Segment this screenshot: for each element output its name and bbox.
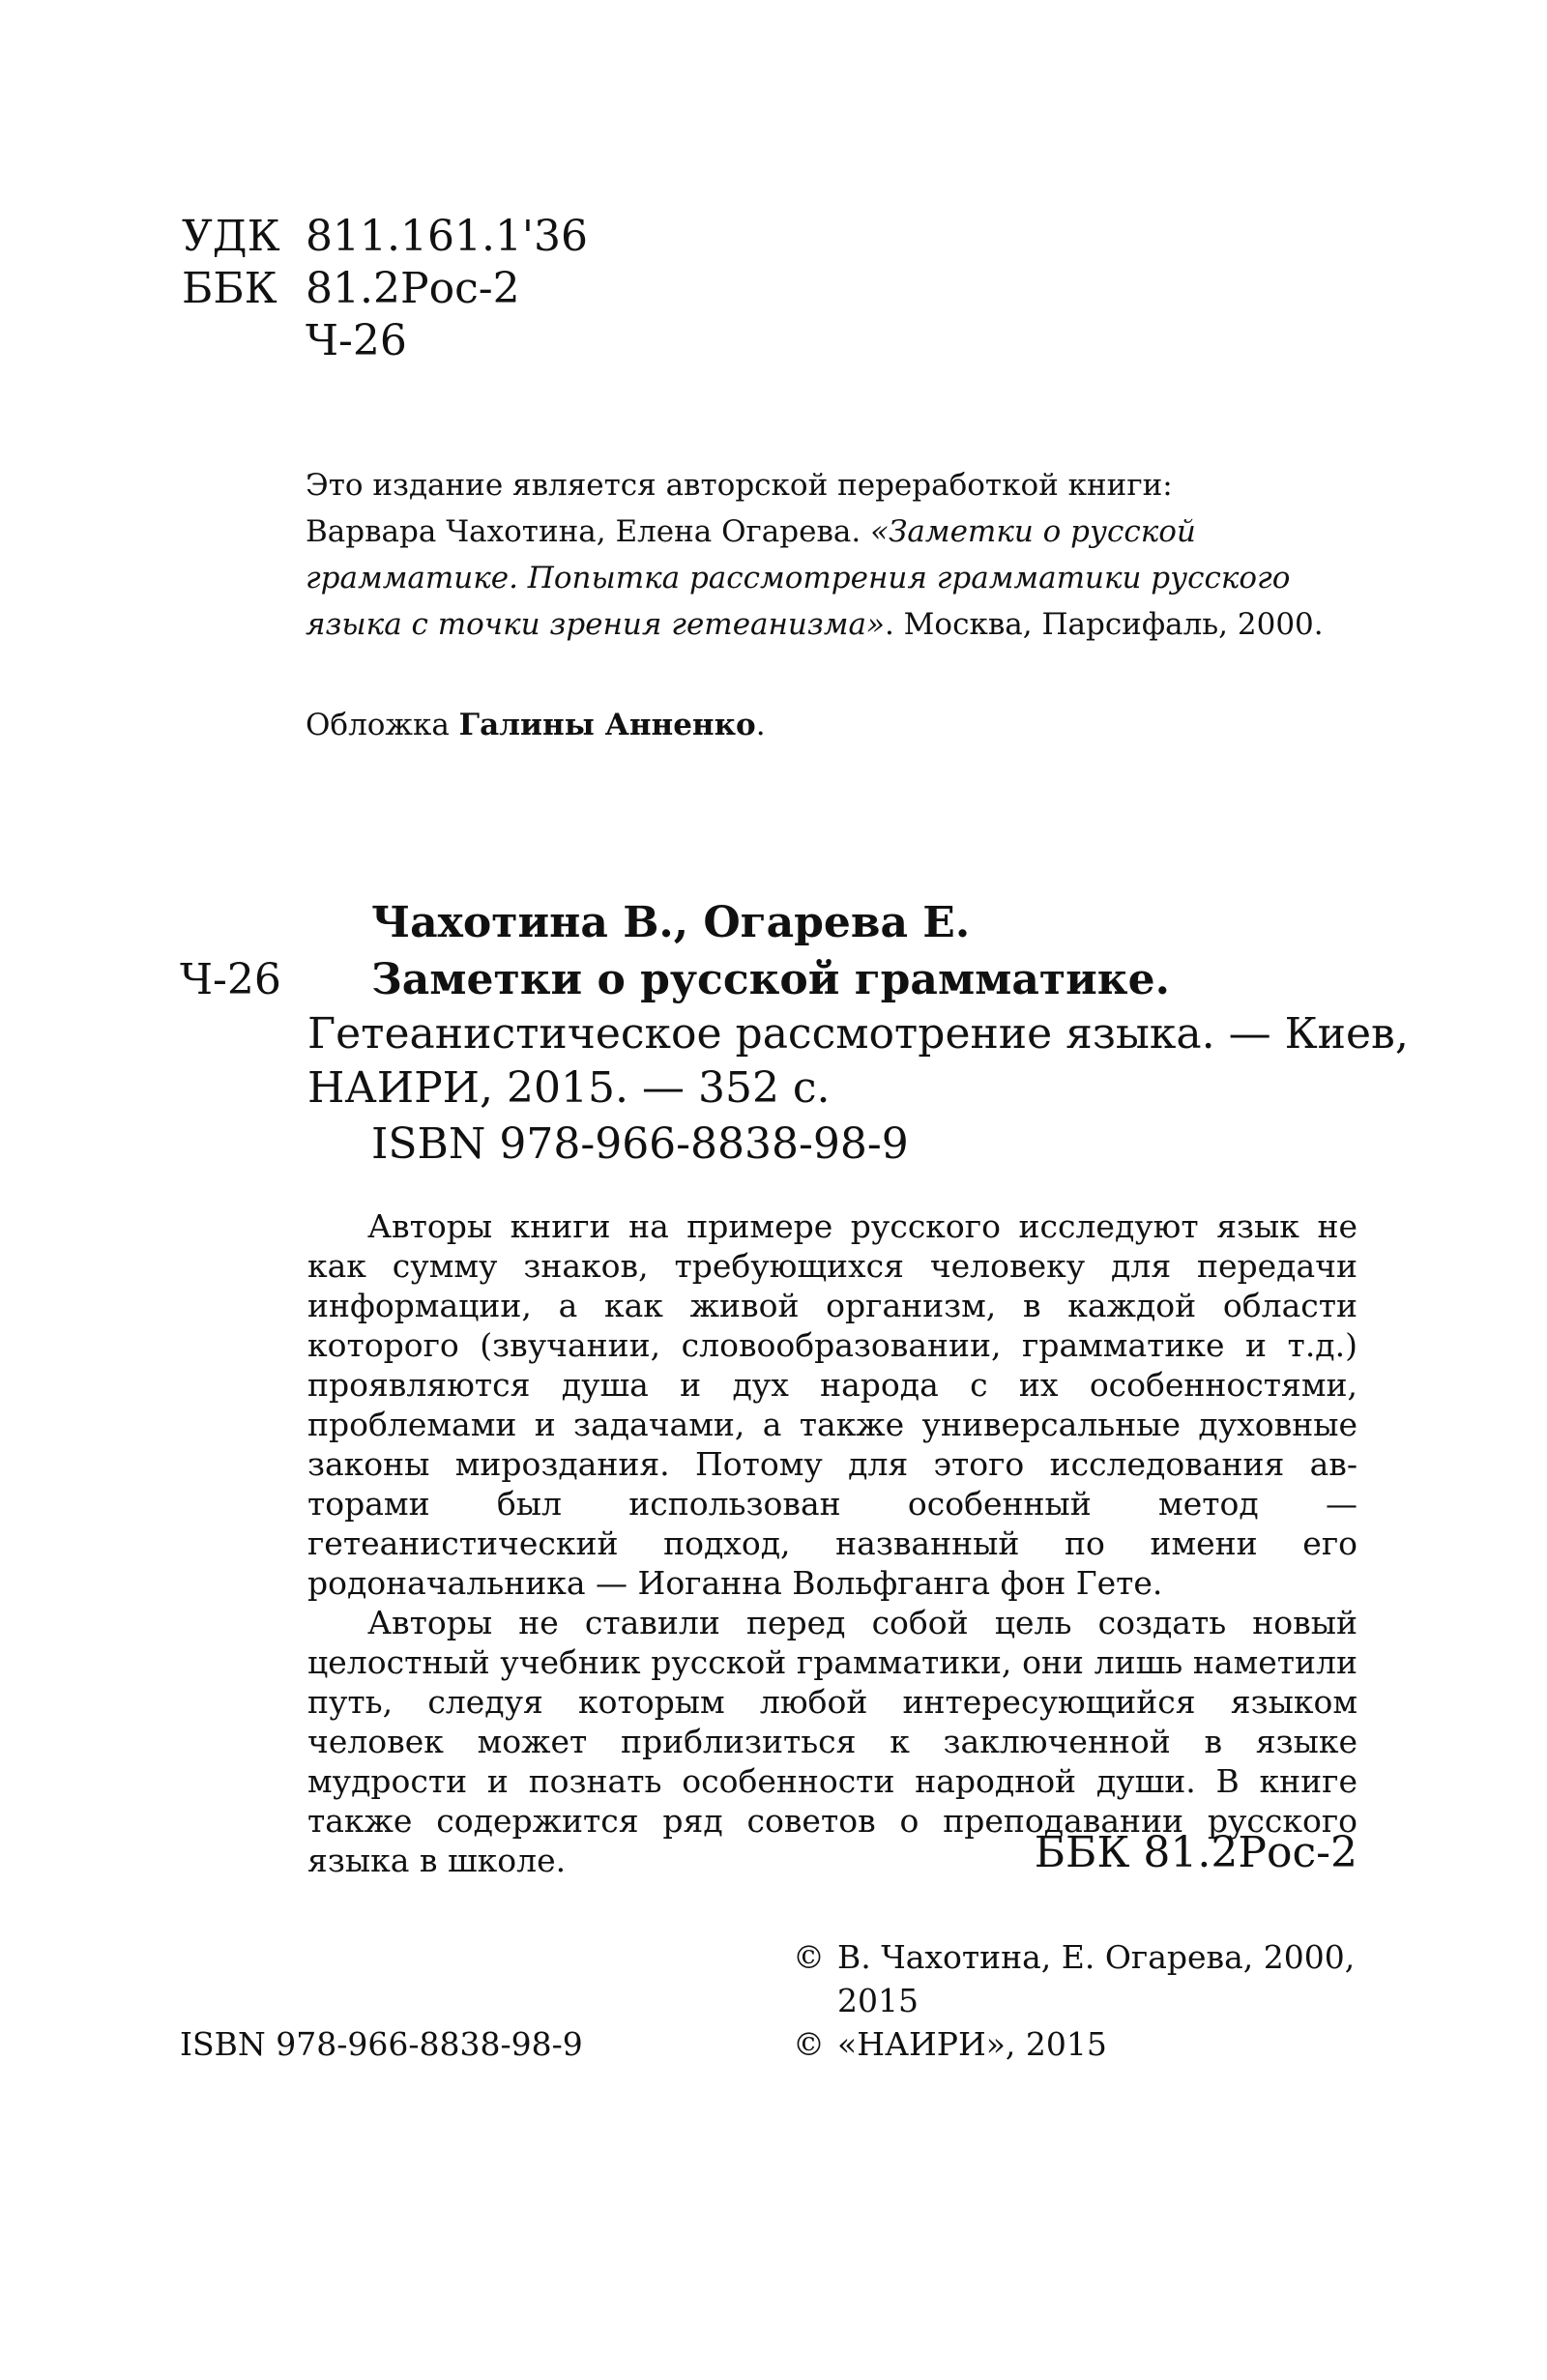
cover-artist: Галины Анненко (458, 708, 756, 742)
copyright-block (793, 1935, 1355, 2066)
author-mark: Ч-26 (306, 316, 407, 365)
bbk-value: 81.2Рос-2 (306, 264, 520, 313)
biblio-line-1: Гетеанистическое рассмотрение языка. — Киев, (307, 1009, 1409, 1059)
udk-label: УДК (182, 212, 280, 261)
biblio-isbn: ISBN 978-966-8838-98-9 (371, 1119, 909, 1169)
cover-credit (306, 706, 766, 744)
copyright-row-2 (793, 2022, 1355, 2066)
note-line-2 (306, 508, 1369, 555)
udk-row (182, 211, 588, 263)
book-authors: Чахотина В., Огарева Е. (371, 898, 971, 947)
copyright-line-2: «НАИРИ», 2015 (837, 2025, 1107, 2063)
isbn-bottom: ISBN 978-966-8838-98-9 (180, 2025, 583, 2063)
copyright-line-1: В. Чахотина, Е. Огарева, 2000, (837, 1938, 1356, 1976)
copyright-symbol: © (793, 2025, 825, 2063)
bibliographic-details (307, 1007, 1409, 1116)
cover-suffix: . (755, 708, 766, 742)
author-mark-row (182, 315, 588, 367)
note-line-2-italic: «Заметки о русской (870, 514, 1196, 549)
bbk-footer: ББК 81.2Рос-2 (1034, 1828, 1357, 1877)
note-line-4 (306, 601, 1369, 648)
note-line-4-italic: языка с точки зрения гетеанизма» (306, 607, 885, 642)
note-line-3 (306, 555, 1369, 601)
note-line-2-plain: Варвара Чахотина, Елена Огарева. (306, 514, 871, 549)
note-line-1: Это издание является авторской переработкой книги: (306, 468, 1173, 503)
book-title: Заметки о русской грамматике. (371, 955, 1170, 1004)
classification-codes (182, 211, 588, 367)
cover-prefix: Обложка (306, 708, 459, 742)
annotation (307, 1206, 1357, 1880)
annotation-paragraph-1: Авторы книги на примере русского исследуют язык не как сумму знаков, требующихся человеку для передачи информации, а как живой организм, в каждой области которого (звучании, словообразовании, грамматике и т.д.) проявляются душа и дух народа с их особенностями, проблемами и задачами, а также универсальные духовные законы мироздания. Потому для этого исследования авторами был использован особенный метод — гетеанистический подход, названный по имени его родоначальника — Иоганна Вольфганга фон Гете. (307, 1207, 1357, 1602)
copyright-symbol: © (793, 1938, 825, 1976)
annotation-paragraph-2: Авторы не ставили перед собой цель создать новый целостный учебник русской грамматики, они лишь наметили путь, следуя которым любой интересующийся языком человек может приблизиться к заключенной в языке мудрости и познать особенности народной души. В книге также содержится ряд советов о преподавании русского языка в школе. (307, 1604, 1357, 1879)
note-line-4-plain: . Москва, Парсифаль, 2000. (884, 607, 1324, 642)
bbk-label: ББК (182, 264, 277, 313)
bbk-row (182, 263, 588, 315)
udk-value: 811.161.1'36 (306, 212, 589, 261)
author-cipher: Ч-26 (180, 955, 281, 1004)
edition-note (306, 462, 1369, 648)
copyright-line-1-cont: 2015 (837, 1982, 919, 2019)
biblio-line-2: НАИРИ, 2015. — 352 с. (307, 1063, 831, 1113)
copyright-row-1 (793, 1935, 1355, 1979)
note-line-3-italic: грамматике. Попытка рассмотрения грамматики русского (306, 561, 1291, 595)
